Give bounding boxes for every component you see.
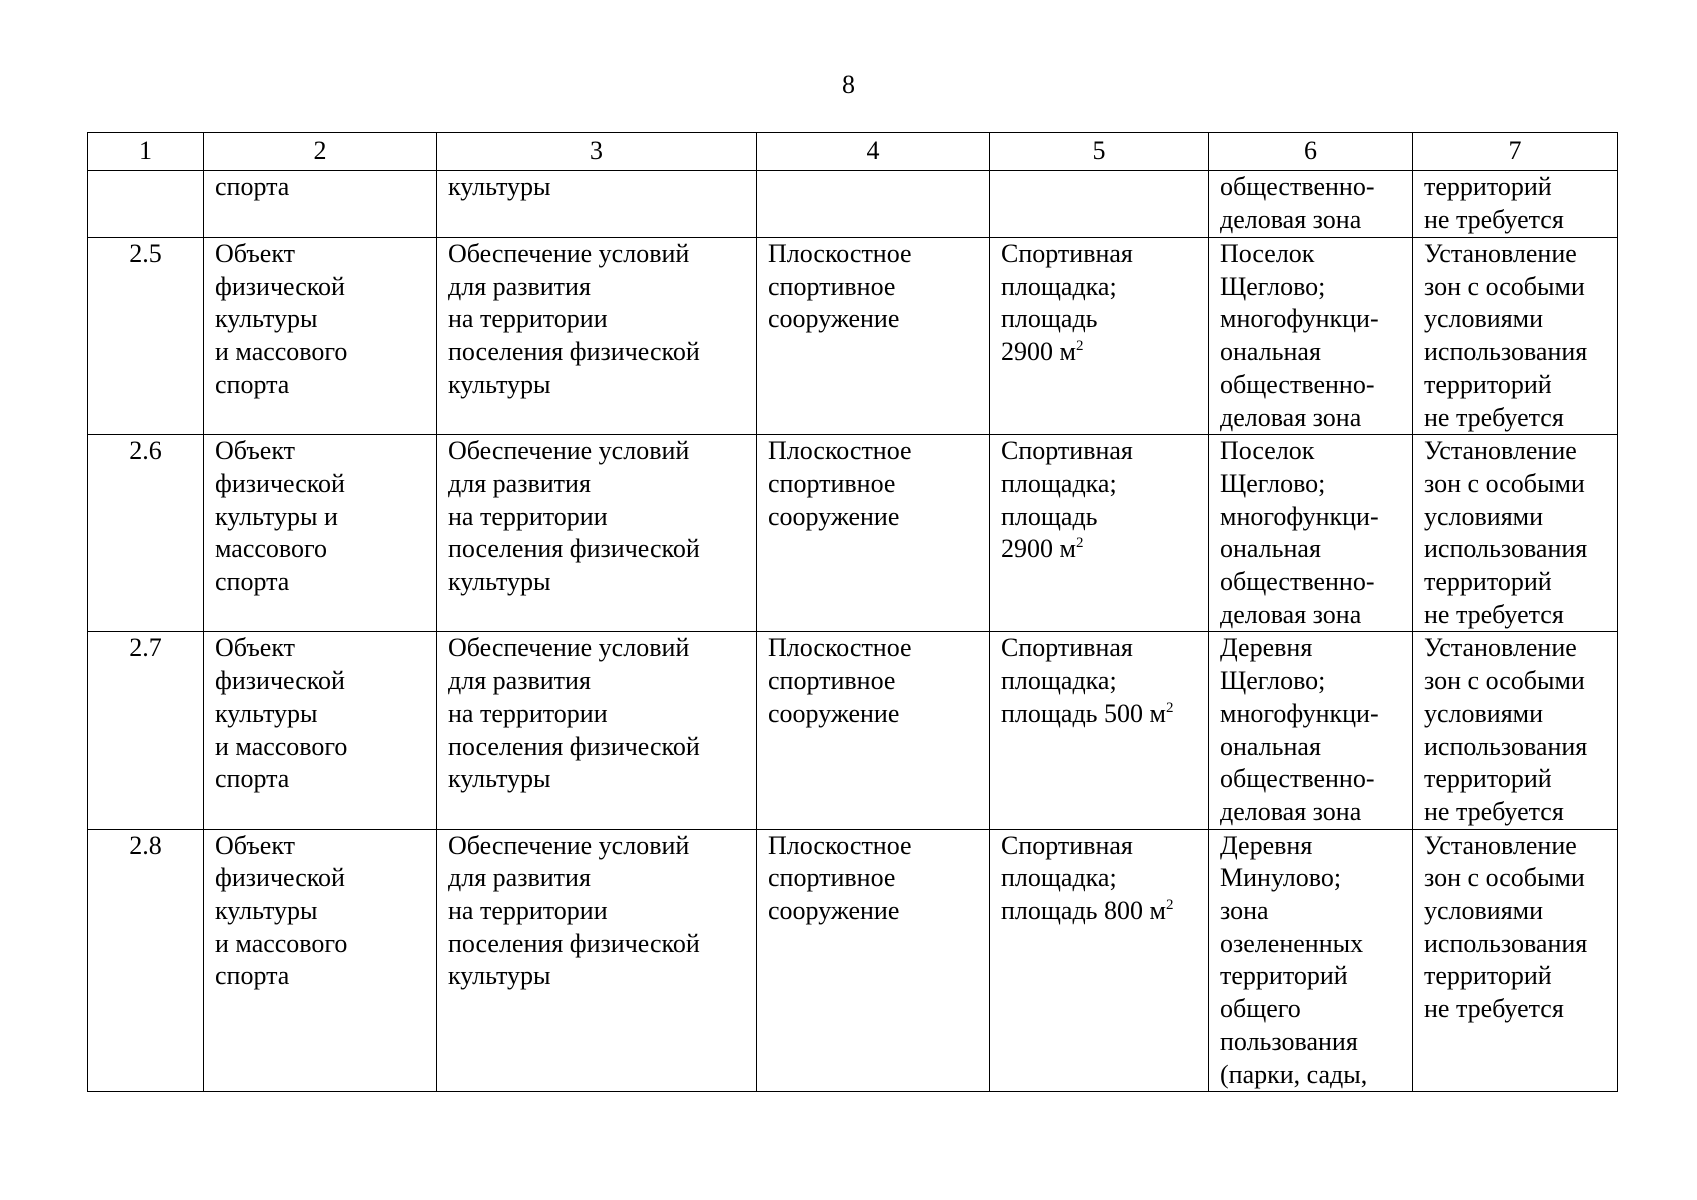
column-number-3: 3 <box>437 133 757 171</box>
column-number-2: 2 <box>204 133 437 171</box>
area-unit-superscript: 2 <box>1166 897 1174 914</box>
purpose-cell <box>437 238 757 435</box>
object-type-cell <box>757 171 990 238</box>
column-number-5: 5 <box>990 133 1209 171</box>
purpose-text: культуры <box>448 172 551 201</box>
purpose-text: Обеспечение условий для развития на территории поселения физической культуры <box>448 239 700 399</box>
zones-cell <box>1413 632 1618 829</box>
zones-text: территорий не требуется <box>1424 172 1564 234</box>
page-number: 8 <box>842 70 855 99</box>
zones-cell <box>1413 238 1618 435</box>
purpose-cell <box>437 632 757 829</box>
characteristics-value: Спортивная площадка; площадь 2900 м <box>1001 436 1133 564</box>
object-name-text: Объект физической культуры и массового спорта <box>215 633 348 794</box>
purpose-text: Обеспечение условий для развития на территории поселения физической культуры <box>448 436 700 597</box>
object-name-cell <box>204 171 437 238</box>
zones-cell <box>1413 435 1618 632</box>
table-header-row <box>88 133 1618 171</box>
object-type-cell <box>757 632 990 829</box>
characteristics-cell <box>990 632 1209 829</box>
continuation-row <box>88 171 1618 238</box>
zones-text: Установление зон с особыми условиями использования территорий не требуется <box>1424 239 1588 432</box>
object-type-text: Плоскостное спортивное сооружение <box>768 633 912 728</box>
object-name-cell <box>204 435 437 632</box>
zones-cell <box>1413 829 1618 1092</box>
characteristics-text <box>1001 435 1202 566</box>
characteristics-cell <box>990 435 1209 632</box>
zones-text: Установление зон с особыми условиями использования территорий не требуется <box>1424 633 1588 826</box>
characteristics-cell <box>990 238 1209 435</box>
object-name-text: Объект физической культуры и массового спорта <box>215 830 348 991</box>
object-type-cell <box>757 238 990 435</box>
object-type-cell <box>757 829 990 1092</box>
column-number-4: 4 <box>757 133 990 171</box>
object-name-cell <box>204 632 437 829</box>
object-name-cell <box>204 238 437 435</box>
object-type-text: Плоскостное спортивное сооружение <box>768 830 912 926</box>
table-row <box>88 632 1618 829</box>
characteristics-value: Спортивная площадка; площадь 500 м <box>1001 633 1166 728</box>
location-cell <box>1209 171 1413 238</box>
planning-table <box>87 132 1618 1092</box>
column-number-6: 6 <box>1209 133 1413 171</box>
row-number-cell: 2.5 <box>88 238 204 435</box>
characteristics-value: Спортивная площадка; площадь 2900 м <box>1001 239 1133 367</box>
location-text: Поселок Щеглово; многофункци- ональная общественно- деловая зона <box>1220 239 1379 432</box>
zones-text: Установление зон с особыми условиями использования территорий не требуется <box>1424 830 1588 1024</box>
characteristics-text <box>1001 238 1202 369</box>
table-row <box>88 435 1618 632</box>
characteristics-text <box>1001 830 1202 928</box>
characteristics-cell <box>990 829 1209 1092</box>
object-name-text: Объект физической культуры и массового спорта <box>215 239 348 399</box>
location-cell <box>1209 435 1413 632</box>
purpose-cell <box>437 435 757 632</box>
location-text: общественно- деловая зона <box>1220 172 1375 234</box>
location-cell <box>1209 632 1413 829</box>
zones-cell <box>1413 171 1618 238</box>
location-text: Поселок Щеглово; многофункци- ональная общественно- деловая зона <box>1220 436 1379 629</box>
location-text: Деревня Минулово; зона озелененных территорий общего пользования (парки, сады, <box>1220 830 1368 1089</box>
column-number-1: 1 <box>88 133 204 171</box>
location-text: Деревня Щеглово; многофункци- ональная общественно- деловая зона <box>1220 633 1379 826</box>
object-name-cell <box>204 829 437 1092</box>
row-number-cell: 2.6 <box>88 435 204 632</box>
purpose-text: Обеспечение условий для развития на территории поселения физической культуры <box>448 830 700 991</box>
area-unit-superscript: 2 <box>1075 535 1084 552</box>
row-number-cell: 2.8 <box>88 829 204 1092</box>
area-unit-superscript: 2 <box>1166 699 1174 716</box>
characteristics-text <box>1001 632 1202 730</box>
purpose-text: Обеспечение условий для развития на территории поселения физической культуры <box>448 633 700 794</box>
object-type-text: Плоскостное спортивное сооружение <box>768 436 912 531</box>
object-name-text: спорта <box>215 172 290 201</box>
zones-text: Установление зон с особыми условиями использования территорий не требуется <box>1424 436 1588 629</box>
location-cell <box>1209 829 1413 1092</box>
row-number-cell <box>88 171 204 238</box>
column-number-7: 7 <box>1413 133 1618 171</box>
object-name-text: Объект физической культуры и массового спорта <box>215 436 345 597</box>
purpose-cell <box>437 829 757 1092</box>
characteristics-value: Спортивная площадка; площадь 800 м <box>1001 830 1166 926</box>
row-number-cell: 2.7 <box>88 632 204 829</box>
object-type-cell <box>757 435 990 632</box>
table-row <box>88 829 1618 1092</box>
location-cell <box>1209 238 1413 435</box>
table-row <box>88 238 1618 435</box>
purpose-cell <box>437 171 757 238</box>
area-unit-superscript: 2 <box>1075 338 1084 355</box>
characteristics-cell <box>990 171 1209 238</box>
object-type-text: Плоскостное спортивное сооружение <box>768 239 912 334</box>
